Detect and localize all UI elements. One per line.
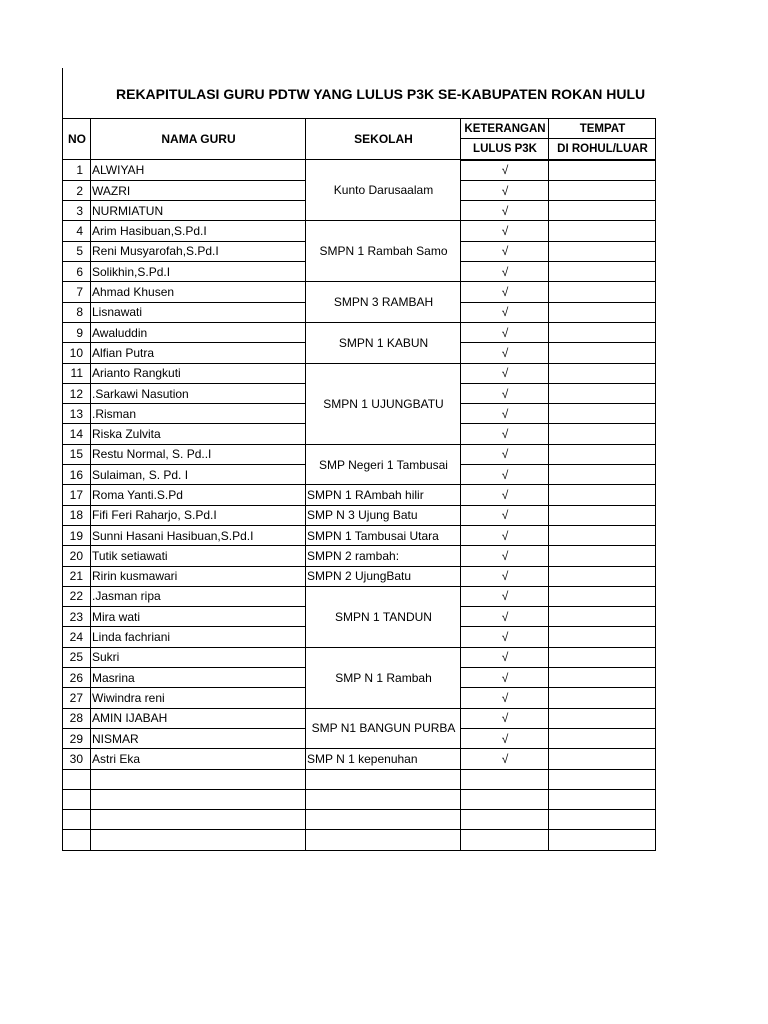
lulus-check-mark: √ <box>461 728 549 748</box>
row-number: 14 <box>63 424 91 444</box>
empty-cell <box>549 830 656 850</box>
teacher-name: Roma Yanti.S.Pd <box>91 485 306 505</box>
tempat-cell <box>549 302 656 322</box>
row-number: 11 <box>63 363 91 383</box>
table-row <box>63 708 656 728</box>
empty-cell <box>63 769 91 789</box>
school-name: SMPN 1 UJUNGBATU <box>306 363 461 444</box>
row-number: 12 <box>63 383 91 403</box>
school-name: Kunto Darusaalam <box>306 160 461 221</box>
lulus-check-mark: √ <box>461 586 549 606</box>
table-body <box>63 119 656 851</box>
row-number: 15 <box>63 444 91 464</box>
teacher-name: Fifi Feri Raharjo, S.Pd.I <box>91 505 306 525</box>
school-name: SMPN 3 RAMBAH <box>306 282 461 323</box>
teacher-name: NISMAR <box>91 728 306 748</box>
lulus-check-mark: √ <box>461 607 549 627</box>
school-name: SMPN 1 Rambah Samo <box>306 221 461 282</box>
empty-cell <box>461 810 549 830</box>
teacher-name: Mira wati <box>91 607 306 627</box>
header-sekolah: SEKOLAH <box>306 119 461 160</box>
row-number: 9 <box>63 322 91 342</box>
row-number: 26 <box>63 668 91 688</box>
row-number: 19 <box>63 525 91 545</box>
lulus-check-mark: √ <box>461 566 549 586</box>
table-row <box>63 221 656 241</box>
teacher-name: Alfian Putra <box>91 343 306 363</box>
tempat-cell <box>549 444 656 464</box>
row-number: 20 <box>63 546 91 566</box>
teacher-name: Linda fachriani <box>91 627 306 647</box>
row-number: 13 <box>63 404 91 424</box>
empty-cell <box>306 789 461 809</box>
empty-row <box>63 830 656 850</box>
lulus-check-mark: √ <box>461 302 549 322</box>
teacher-name: Wiwindra reni <box>91 688 306 708</box>
tempat-cell <box>549 262 656 282</box>
teacher-name: Arim Hasibuan,S.Pd.I <box>91 221 306 241</box>
teacher-name: Sulaiman, S. Pd. I <box>91 465 306 485</box>
school-name: SMPN 2 rambah: <box>306 546 461 566</box>
row-number: 21 <box>63 566 91 586</box>
table-row <box>63 546 656 566</box>
empty-cell <box>549 810 656 830</box>
teacher-name: NURMIATUN <box>91 201 306 221</box>
tempat-cell <box>549 566 656 586</box>
school-name: SMPN 1 RAmbah hilir <box>306 485 461 505</box>
row-number: 24 <box>63 627 91 647</box>
table-row <box>63 586 656 606</box>
teacher-name: AMIN IJABAH <box>91 708 306 728</box>
row-number: 10 <box>63 343 91 363</box>
tempat-cell <box>549 708 656 728</box>
table-row <box>63 322 656 342</box>
lulus-check-mark: √ <box>461 322 549 342</box>
tempat-cell <box>549 160 656 181</box>
header-di-rohul-luar: DI ROHUL/LUAR <box>549 139 656 160</box>
tempat-cell <box>549 363 656 383</box>
tempat-cell <box>549 505 656 525</box>
lulus-check-mark: √ <box>461 383 549 403</box>
empty-cell <box>91 789 306 809</box>
tempat-cell <box>549 607 656 627</box>
tempat-cell <box>549 241 656 261</box>
empty-row <box>63 789 656 809</box>
row-number: 5 <box>63 241 91 261</box>
tempat-cell <box>549 728 656 748</box>
lulus-check-mark: √ <box>461 546 549 566</box>
school-name: SMP N 1 Rambah <box>306 647 461 708</box>
row-number: 30 <box>63 749 91 769</box>
lulus-check-mark: √ <box>461 180 549 200</box>
header-no: NO <box>63 119 91 160</box>
tempat-cell <box>549 180 656 200</box>
lulus-check-mark: √ <box>461 688 549 708</box>
row-number: 28 <box>63 708 91 728</box>
table-row <box>63 444 656 464</box>
empty-cell <box>91 830 306 850</box>
tempat-cell <box>549 404 656 424</box>
header-nama-guru: NAMA GURU <box>91 119 306 160</box>
row-number: 2 <box>63 180 91 200</box>
left-border-line <box>62 68 63 120</box>
tempat-cell <box>549 688 656 708</box>
teacher-name: Ahmad Khusen <box>91 282 306 302</box>
lulus-check-mark: √ <box>461 363 549 383</box>
teacher-name: Reni Musyarofah,S.Pd.I <box>91 241 306 261</box>
table-row <box>63 363 656 383</box>
empty-cell <box>63 810 91 830</box>
lulus-check-mark: √ <box>461 525 549 545</box>
header-tempat: TEMPAT <box>549 119 656 139</box>
table-row <box>63 566 656 586</box>
page-title: REKAPITULASI GURU PDTW YANG LULUS P3K SE-KABUPATEN ROKAN HULU <box>116 86 646 102</box>
empty-cell <box>91 769 306 789</box>
tempat-cell <box>549 221 656 241</box>
lulus-check-mark: √ <box>461 668 549 688</box>
teacher-name: Tutik setiawati <box>91 546 306 566</box>
row-number: 3 <box>63 201 91 221</box>
empty-row <box>63 769 656 789</box>
lulus-check-mark: √ <box>461 708 549 728</box>
tempat-cell <box>549 424 656 444</box>
empty-cell <box>63 830 91 850</box>
empty-cell <box>63 789 91 809</box>
row-number: 27 <box>63 688 91 708</box>
teacher-name: Solikhin,S.Pd.I <box>91 262 306 282</box>
school-name: SMPN 1 KABUN <box>306 322 461 363</box>
empty-cell <box>461 830 549 850</box>
lulus-check-mark: √ <box>461 424 549 444</box>
tempat-cell <box>549 749 656 769</box>
empty-cell <box>549 789 656 809</box>
empty-cell <box>306 769 461 789</box>
header-row-1 <box>63 119 656 139</box>
school-name: SMP Negeri 1 Tambusai <box>306 444 461 485</box>
lulus-check-mark: √ <box>461 627 549 647</box>
tempat-cell <box>549 485 656 505</box>
teacher-name: .Sarkawi Nasution <box>91 383 306 403</box>
row-number: 1 <box>63 160 91 181</box>
row-number: 29 <box>63 728 91 748</box>
table-row <box>63 505 656 525</box>
empty-cell <box>306 830 461 850</box>
teacher-name: Awaluddin <box>91 322 306 342</box>
empty-cell <box>549 769 656 789</box>
row-number: 18 <box>63 505 91 525</box>
tempat-cell <box>549 343 656 363</box>
school-name: SMP N 1 kepenuhan <box>306 749 461 769</box>
table-row <box>63 160 656 181</box>
row-number: 25 <box>63 647 91 667</box>
row-number: 8 <box>63 302 91 322</box>
lulus-check-mark: √ <box>461 485 549 505</box>
teacher-name: Riska Zulvita <box>91 424 306 444</box>
row-number: 4 <box>63 221 91 241</box>
teacher-name: Sukri <box>91 647 306 667</box>
row-number: 6 <box>63 262 91 282</box>
tempat-cell <box>549 322 656 342</box>
teacher-name: Masrina <box>91 668 306 688</box>
tempat-cell <box>549 668 656 688</box>
school-name: SMPN 2 UjungBatu <box>306 566 461 586</box>
tempat-cell <box>549 465 656 485</box>
header-lulus-p3k: LULUS P3K <box>461 139 549 160</box>
teacher-name: .Jasman ripa <box>91 586 306 606</box>
teacher-name: .Risman <box>91 404 306 424</box>
tempat-cell <box>549 525 656 545</box>
lulus-check-mark: √ <box>461 647 549 667</box>
teacher-name: Astri Eka <box>91 749 306 769</box>
lulus-check-mark: √ <box>461 749 549 769</box>
lulus-check-mark: √ <box>461 465 549 485</box>
lulus-check-mark: √ <box>461 221 549 241</box>
tempat-cell <box>549 282 656 302</box>
school-name: SMPN 1 TANDUN <box>306 586 461 647</box>
empty-cell <box>91 810 306 830</box>
teacher-table <box>62 118 656 851</box>
empty-cell <box>461 789 549 809</box>
table-row <box>63 525 656 545</box>
tempat-cell <box>549 383 656 403</box>
lulus-check-mark: √ <box>461 262 549 282</box>
lulus-check-mark: √ <box>461 201 549 221</box>
row-number: 7 <box>63 282 91 302</box>
table-row <box>63 749 656 769</box>
teacher-name: Sunni Hasani Hasibuan,S.Pd.I <box>91 525 306 545</box>
tempat-cell <box>549 627 656 647</box>
lulus-check-mark: √ <box>461 444 549 464</box>
empty-cell <box>461 769 549 789</box>
school-name: SMP N1 BANGUN PURBA <box>306 708 461 749</box>
teacher-name: Arianto Rangkuti <box>91 363 306 383</box>
school-name: SMPN 1 Tambusai Utara <box>306 525 461 545</box>
lulus-check-mark: √ <box>461 241 549 261</box>
lulus-check-mark: √ <box>461 160 549 181</box>
lulus-check-mark: √ <box>461 404 549 424</box>
table-row <box>63 282 656 302</box>
lulus-check-mark: √ <box>461 282 549 302</box>
teacher-name: Lisnawati <box>91 302 306 322</box>
teacher-name: ALWIYAH <box>91 160 306 181</box>
tempat-cell <box>549 546 656 566</box>
table-row <box>63 647 656 667</box>
lulus-check-mark: √ <box>461 343 549 363</box>
row-number: 17 <box>63 485 91 505</box>
tempat-cell <box>549 201 656 221</box>
empty-cell <box>306 810 461 830</box>
school-name: SMP N 3 Ujung Batu <box>306 505 461 525</box>
row-number: 16 <box>63 465 91 485</box>
header-keterangan: KETERANGAN <box>461 119 549 139</box>
teacher-name: Restu Normal, S. Pd..I <box>91 444 306 464</box>
tempat-cell <box>549 586 656 606</box>
teacher-name: Ririn kusmawari <box>91 566 306 586</box>
tempat-cell <box>549 647 656 667</box>
row-number: 22 <box>63 586 91 606</box>
empty-row <box>63 810 656 830</box>
teacher-name: WAZRI <box>91 180 306 200</box>
lulus-check-mark: √ <box>461 505 549 525</box>
row-number: 23 <box>63 607 91 627</box>
table-row <box>63 485 656 505</box>
